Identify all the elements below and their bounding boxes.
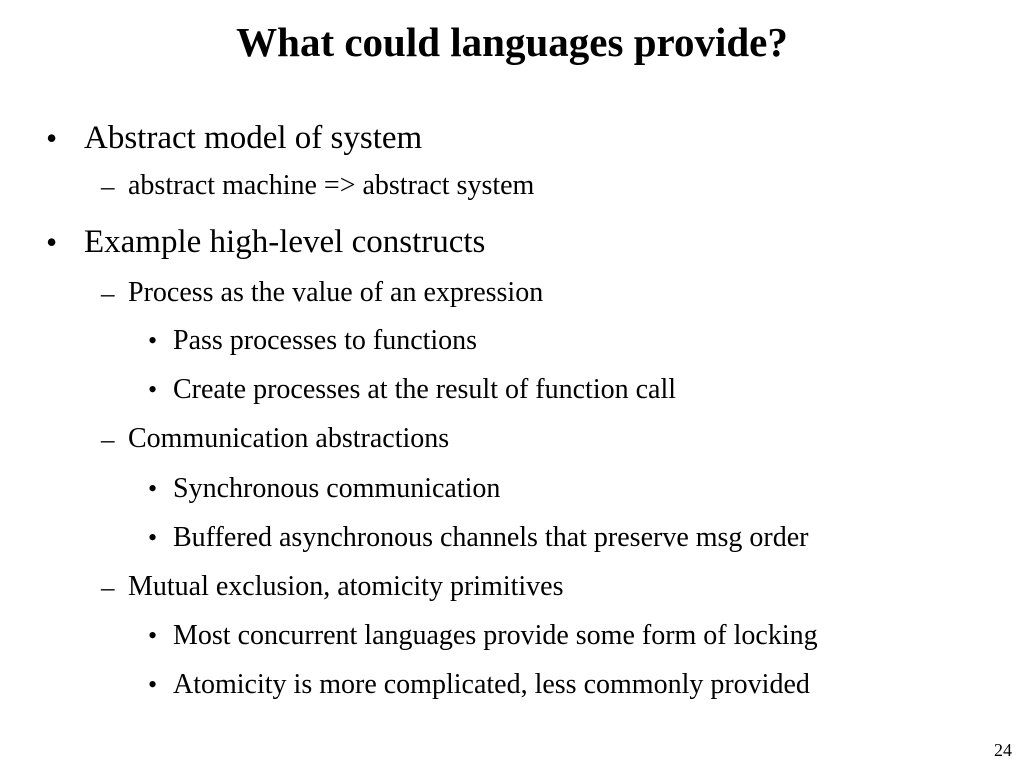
sub-bullet-text: abstract machine => abstract system (128, 170, 535, 201)
sub-bullet-text: Mutual exclusion, atomicity primitives (128, 571, 564, 602)
bullet-marker: • (46, 120, 58, 156)
page-number: 24 (994, 740, 1012, 760)
bullet-text: Example high-level constructs (84, 224, 486, 260)
bullet-marker: • (46, 224, 58, 260)
dash-marker: – (101, 278, 115, 308)
sub-bullet-text: Process as the value of an expression (128, 277, 544, 308)
dash-marker: – (101, 171, 115, 201)
bullet-marker: • (148, 326, 158, 355)
sub-sub-bullet-text: Atomicity is more complicated, less commonly provided (173, 669, 810, 700)
dash-marker: – (101, 572, 115, 602)
slide-title: What could languages provide? (236, 19, 788, 65)
sub-sub-bullet-text: Create processes at the result of function call (173, 374, 677, 405)
bullet-marker: • (148, 474, 158, 503)
bullet-marker: • (148, 523, 158, 552)
bullet-marker: • (148, 621, 158, 650)
sub-sub-bullet-text: Pass processes to functions (173, 325, 478, 356)
sub-sub-bullet-text: Synchronous communication (173, 473, 501, 504)
bullet-text: Abstract model of system (84, 120, 423, 156)
sub-sub-bullet-text: Buffered asynchronous channels that preserve msg order (173, 522, 809, 553)
dash-marker: – (101, 424, 115, 454)
bullet-marker: • (148, 670, 158, 699)
sub-sub-bullet-text: Most concurrent languages provide some form of locking (173, 620, 818, 651)
sub-bullet-text: Communication abstractions (128, 423, 450, 454)
bullet-marker: • (148, 375, 158, 404)
